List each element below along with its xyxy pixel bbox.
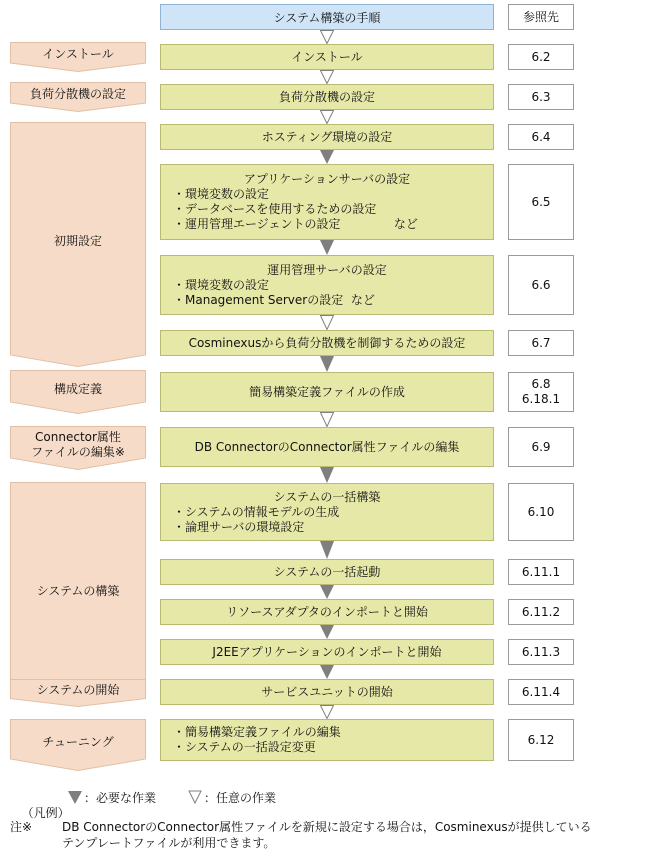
note-line-2: テンプレートファイルが利用できます。 — [62, 836, 276, 850]
step-title: J2EEアプリケーションのインポートと開始 — [212, 644, 442, 659]
optional-arrow-icon — [319, 110, 335, 124]
optional-arrow-icon — [319, 30, 335, 44]
step-dbconn — [160, 427, 494, 467]
ref-number: 6.12 — [527, 732, 555, 747]
legend-prefix: （凡例） — [21, 806, 70, 820]
ref-number: 6.4 — [531, 129, 551, 144]
phase-label: 初期設定 — [53, 234, 102, 248]
ref-number: 6.11.3 — [521, 644, 561, 659]
step-title: 負荷分散機の設定 — [278, 89, 375, 104]
step-sublist — [161, 187, 418, 232]
ref-install — [508, 44, 574, 70]
required-arrow-icon — [319, 150, 335, 164]
phase-label: 負荷分散機の設定 — [29, 87, 126, 102]
required-arrow-icon — [319, 467, 335, 483]
step-subitem: ・簡易構築定義ファイルの編集 — [173, 725, 341, 739]
step-bulkbuild — [160, 483, 494, 541]
required-arrow-icon — [319, 541, 335, 559]
ref-number: 6.11.2 — [521, 604, 561, 619]
ref-number: 6.3 — [531, 89, 551, 104]
optional-arrow-icon — [319, 70, 335, 84]
step-title: Cosminexusから負荷分散機を制御するための設定 — [188, 335, 466, 350]
step-subitem: ・環境変数の設定 — [173, 277, 270, 292]
step-subitem: ・データベースを使用するための設定 — [173, 202, 377, 216]
step-hosting — [160, 124, 494, 150]
required-arrow-icon — [319, 240, 335, 255]
phase-label: システムの構築 — [36, 583, 120, 598]
phase-build — [10, 482, 146, 706]
optional-arrow-icon — [319, 705, 335, 719]
legend-required-icon — [68, 790, 82, 804]
ref-appserver — [508, 164, 574, 240]
step-bulkstart — [160, 559, 494, 585]
step-title: アプリケーションサーバの設定 — [243, 172, 411, 186]
ref-adapter — [508, 599, 574, 625]
phase-config — [10, 370, 146, 414]
step-title: 簡易構築定義ファイルの作成 — [249, 384, 405, 399]
step-subitem: ・システムの情報モデルの生成 — [173, 504, 340, 519]
ref-number: 6.18.1 — [521, 392, 561, 406]
legend-optional-icon — [188, 790, 202, 804]
header-title: システム構築の手順 — [273, 10, 381, 25]
step-sublist — [161, 505, 339, 535]
phase-tuning — [10, 719, 146, 771]
ref-number: 6.5 — [531, 194, 551, 209]
step-sublist — [161, 725, 341, 755]
step-simpledef — [160, 372, 494, 412]
step-title: DB ConnectorのConnector属性ファイルの編集 — [194, 439, 460, 454]
phase-connector — [10, 426, 146, 470]
legend-optional-label: ：任意の作業 — [204, 791, 277, 805]
ref-number: 6.6 — [531, 277, 551, 292]
ref-mgmtserver — [508, 255, 574, 315]
step-title: 運用管理サーバの設定 — [267, 262, 387, 277]
ref-number: 6.8 — [531, 377, 551, 391]
ref-lb — [508, 84, 574, 110]
step-subitem: ・運用管理エージェントの設定 など — [173, 217, 418, 231]
step-title: ホスティング環境の設定 — [261, 129, 393, 144]
step-sublist — [161, 278, 375, 308]
phase-init — [10, 122, 146, 367]
required-arrow-icon — [319, 356, 335, 372]
note-line-1: DB ConnectorのConnector属性ファイルを新規に設定する場合は，Cosminexusが提供している — [62, 820, 592, 834]
step-title: システムの一括起動 — [273, 564, 381, 579]
step-tune — [160, 719, 494, 761]
header-title-box — [160, 4, 494, 30]
ref-simpledef — [508, 372, 574, 412]
step-subitem: ・Management Serverの設定 など — [173, 292, 375, 307]
step-subitem: ・システムの一括設定変更 — [173, 740, 316, 754]
ref-lbcontrol — [508, 330, 574, 356]
optional-arrow-icon — [319, 412, 335, 427]
ref-number: 6.11.4 — [521, 684, 561, 699]
step-j2ee — [160, 639, 494, 665]
step-title: リソースアダプタのインポートと開始 — [226, 604, 428, 619]
phase-label: システムの開始 — [36, 683, 120, 698]
ref-number: 6.2 — [531, 49, 551, 64]
ref-number: 6.11.1 — [521, 564, 561, 579]
phase-install — [10, 42, 146, 72]
ref-number: 6.7 — [531, 335, 551, 350]
step-title: インストール — [291, 49, 363, 64]
ref-service — [508, 679, 574, 705]
phase-start — [10, 679, 146, 707]
step-service — [160, 679, 494, 705]
legend — [14, 791, 70, 821]
required-arrow-icon — [319, 665, 335, 679]
ref-bulkbuild — [508, 483, 574, 541]
step-mgmtserver — [160, 255, 494, 315]
step-lbcontrol — [160, 330, 494, 356]
phase-lb — [10, 82, 146, 112]
step-lb — [160, 84, 494, 110]
legend-required-label: ：必要な作業 — [84, 791, 157, 805]
phase-label: チューニング — [42, 734, 114, 749]
ref-bulkstart — [508, 559, 574, 585]
ref-hosting — [508, 124, 574, 150]
step-title: システムの一括構築 — [273, 489, 381, 504]
ref-j2ee — [508, 639, 574, 665]
step-adapter — [160, 599, 494, 625]
ref-tune — [508, 719, 574, 761]
step-appserver — [160, 164, 494, 240]
step-subitem: ・環境変数の設定 — [173, 187, 270, 201]
step-subitem: ・論理サーバの環境設定 — [173, 519, 305, 534]
phase-label: Connector属性 ファイルの編集※ — [31, 430, 125, 459]
ref-dbconn — [508, 427, 574, 467]
ref-number: 6.9 — [531, 439, 551, 454]
required-arrow-icon — [319, 585, 335, 599]
ref-header-box — [508, 4, 574, 30]
step-install — [160, 44, 494, 70]
optional-arrow-icon — [319, 315, 335, 330]
phase-label: インストール — [42, 47, 114, 62]
phase-label: 構成定義 — [53, 381, 102, 396]
ref-number: 6.10 — [527, 504, 555, 519]
ref-header: 参照先 — [522, 9, 559, 24]
note-mark: 注※ — [10, 820, 33, 834]
required-arrow-icon — [319, 625, 335, 639]
step-title: サービスユニットの開始 — [261, 684, 393, 699]
